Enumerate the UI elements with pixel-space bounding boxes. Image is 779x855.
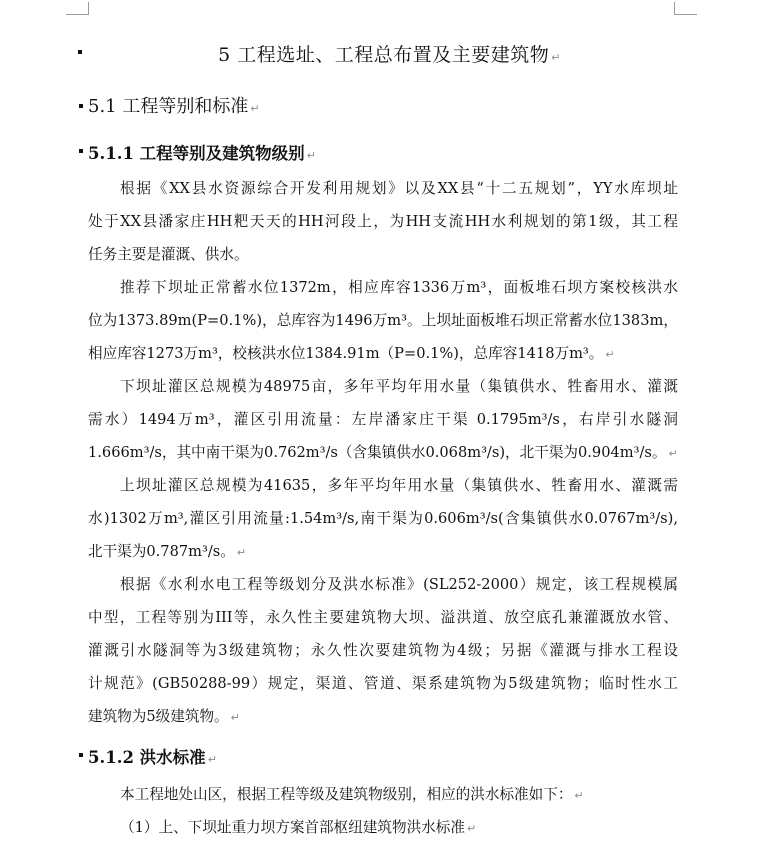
heading-bullet [79,104,83,108]
paragraph-3: 下坝址灌区总规模为48975亩，多年平均年用水量（集镇供水、牲畜用水、灌溉 需水）1494万m³，灌区引用流量：左岸潘家庄干渠 0.1795m³/s，右岸引水隧洞 1.666m³/s，其中南干渠为0.762m³/s（含集镇供水0.068m³/s)，北干渠为0.904m³/s。 ↵ [88,378,678,461]
paragraph-mark-icon: ↵ [605,348,615,361]
paragraph-5: 根据《水利水电工程等级划分及洪水标准》(SL252-2000）规定，该工程规模属 中型，工程等别为III等，永久性主要建筑物大坝、溢洪道、放空底孔兼灌溉放水管、 灌溉引水隧洞等为3级建筑物；永久性次要建筑物为4级；另据《灌溉与排水工程设 计规范》(GB50288-99）规定，渠道、管道、渠系建筑物为5级建筑物；临时性水工 建筑物为5级建筑物。 ↵ [88,576,678,725]
paragraph-mark-icon: ↵ [668,447,678,460]
paragraph-mark-icon: ↵ [236,546,247,559]
paragraph-mark-icon: ↵ [551,51,561,64]
paragraph-mark-icon: ↵ [466,822,477,835]
paragraph-mark-icon: ↵ [306,149,316,162]
section-heading-5-1-2: 5.1.2 洪水标准 ↵ [88,748,217,767]
paragraph-7: （1）上、下坝址重力坝方案首部枢纽建筑物洪水标准 ↵ [120,819,477,836]
crop-mark-right [674,2,697,15]
heading-bullet [79,149,83,153]
paragraph-mark-icon: ↵ [574,789,584,802]
section-heading-5-1-1: 5.1.1 工程等别及建筑物级别 ↵ [88,144,316,163]
paragraph-mark-icon: ↵ [207,753,217,766]
heading-bullet [79,753,83,757]
paragraph-mark-icon: ↵ [250,102,260,115]
crop-mark-left [66,2,89,15]
page-title: 5 工程选址、工程总布置及主要建筑物 ↵ [218,44,561,66]
section-heading-5-1: 5.1 工程等别和标准 ↵ [88,96,260,117]
paragraph-6: 本工程地处山区，根据工程等级及建筑物级别，相应的洪水标准如下： ↵ [120,786,584,803]
paragraph-2: 推荐下坝址正常蓄水位1372m，相应库容1336万m³，面板堆石坝方案校核洪水 位为1373.89m(P=0.1%)，总库容为1496万m³。上坝址面板堆石坝正常蓄水位1383m， 相应库容1273万m³，校核洪水位1384.91m（P=0.1%)，总库容1418万m³。 ↵ [88,279,678,362]
paragraph-mark-icon: ↵ [230,711,240,724]
paragraph-1: 根据《XX县水资源综合开发利用规划》以及XX县“十二五规划”，YY水库坝址 处于XX县潘家庄HH粑天天的HH河段上，为HH支流HH水利规划的第1级，其工程 任务主要是灌溉、供水。 [88,180,678,263]
paragraph-4: 上坝址灌区总规模为41635，多年平均年用水量（集镇供水、牲畜用水、灌溉需 水)1302万m³,灌区引用流量:1.54m³/s,南干渠为0.606m³/s(含集镇供水0.0767m³/s), 北干渠为0.787m³/s。 ↵ [88,477,678,560]
